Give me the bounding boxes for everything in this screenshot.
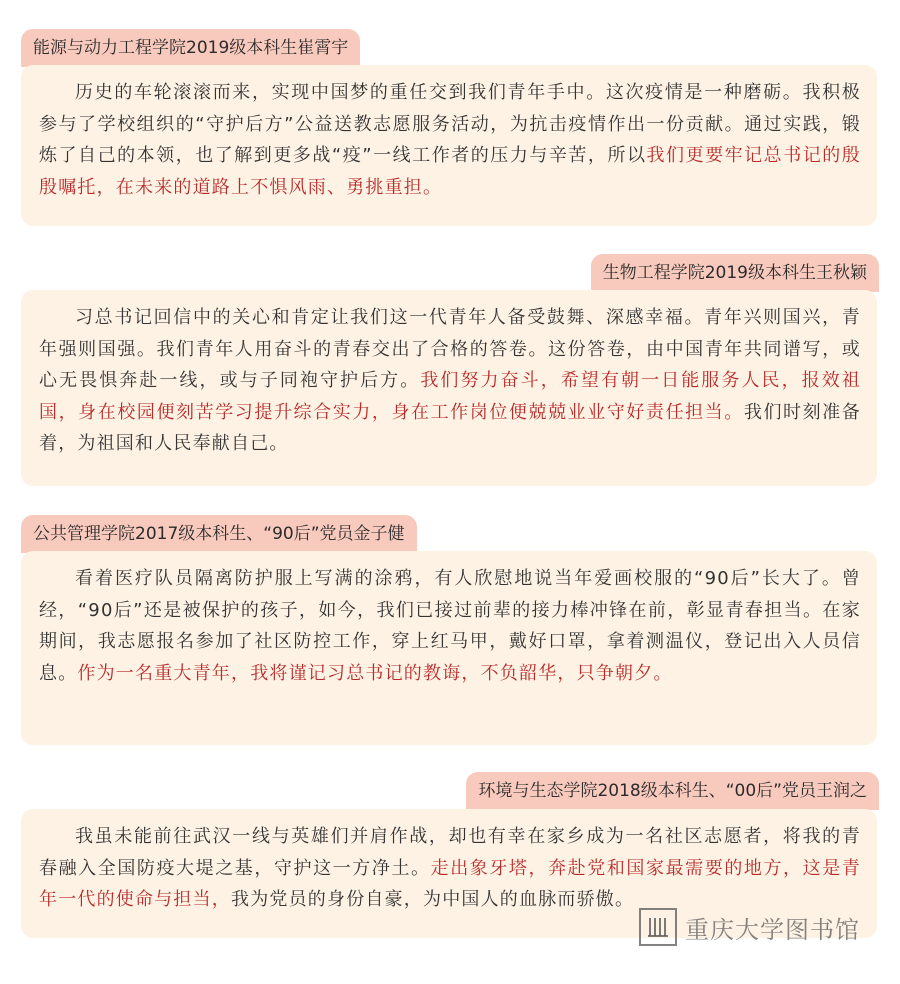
- quote-tail: 我们时刻准备着，为祖国和人民奉献自己。: [39, 401, 861, 454]
- watermark-text: 重庆大学图书馆: [685, 915, 860, 944]
- author-tag-1: 能源与动力工程学院2019级本科生崔霄宇: [21, 29, 360, 67]
- quote-text: 我虽未能前往武汉一线与英雄们并肩作战，却也有幸在家乡成为一名社区志愿者，将我的青春融入全国防疫大堤之基，守护这一方净土。: [39, 826, 861, 879]
- quote-card-2: [21, 290, 877, 486]
- quote-highlight: 我们努力奋斗，希望有朝一日能服务人民，报效祖国，身在校园便刻苦学习提升综合实力，身在工作岗位便兢兢业业守好责任担当。: [39, 370, 861, 423]
- library-logo-icon: [639, 908, 677, 946]
- quote-paragraph-1: [39, 77, 861, 203]
- author-tag-4: 环境与生态学院2018级本科生、“00后”党员王润之: [466, 772, 879, 810]
- quote-paragraph-4: [39, 821, 861, 916]
- quote-highlight: 我们更要牢记总书记的殷殷嘱托，在未来的道路上不惧风雨、勇挑重担。: [39, 145, 861, 198]
- quote-text: 历史的车轮滚滚而来，实现中国梦的重任交到我们青年手中。这次疫情是一种磨砺。我积极参与了学校组织的“守护后方”公益送教志愿服务活动，为抗击疫情作出一份贡献。通过实践，锻炼了自己的本领，也了解到更多战“疫”一线工作者的压力与辛苦，所以: [39, 82, 861, 166]
- quote-card-1: [21, 65, 877, 226]
- quote-card-3: [21, 551, 877, 745]
- quote-highlight: 作为一名重大青年，我将谨记习总书记的教诲，不负韶华，只争朝夕。: [77, 662, 673, 684]
- author-tag-2: 生物工程学院2019级本科生王秋颖: [591, 254, 879, 292]
- quote-highlight: 走出象牙塔，奔赴党和国家最需要的地方，这是青年一代的使命与担当，: [39, 857, 861, 910]
- author-tag-3: 公共管理学院2017级本科生、“90后”党员金子健: [21, 515, 417, 553]
- library-watermark: [639, 908, 860, 946]
- quote-tail: 我为党员的身份自豪，为中国人的血脉而骄傲。: [231, 889, 635, 910]
- quote-paragraph-2: [39, 302, 861, 460]
- quote-paragraph-3: [39, 563, 861, 689]
- quote-text: 习总书记回信中的关心和肯定让我们这一代青年人备受鼓舞、深感幸福。青年兴则国兴，青年强则国强。我们青年人用奋斗的青春交出了合格的答卷。这份答卷，由中国青年共同谱写，或心无畏惧奔赴一线，或与子同袍守护后方。: [39, 307, 861, 391]
- quote-text: 看着医疗队员隔离防护服上写满的涂鸦，有人欣慰地说当年爱画校服的“90后”长大了。曾经，“90后”还是被保护的孩子，如今，我们已接过前辈的接力棒冲锋在前，彰显青春担当。在家期间，我志愿报名参加了社区防控工作，穿上红马甲，戴好口罩，拿着测温仪，登记出入人员信息。: [39, 568, 861, 684]
